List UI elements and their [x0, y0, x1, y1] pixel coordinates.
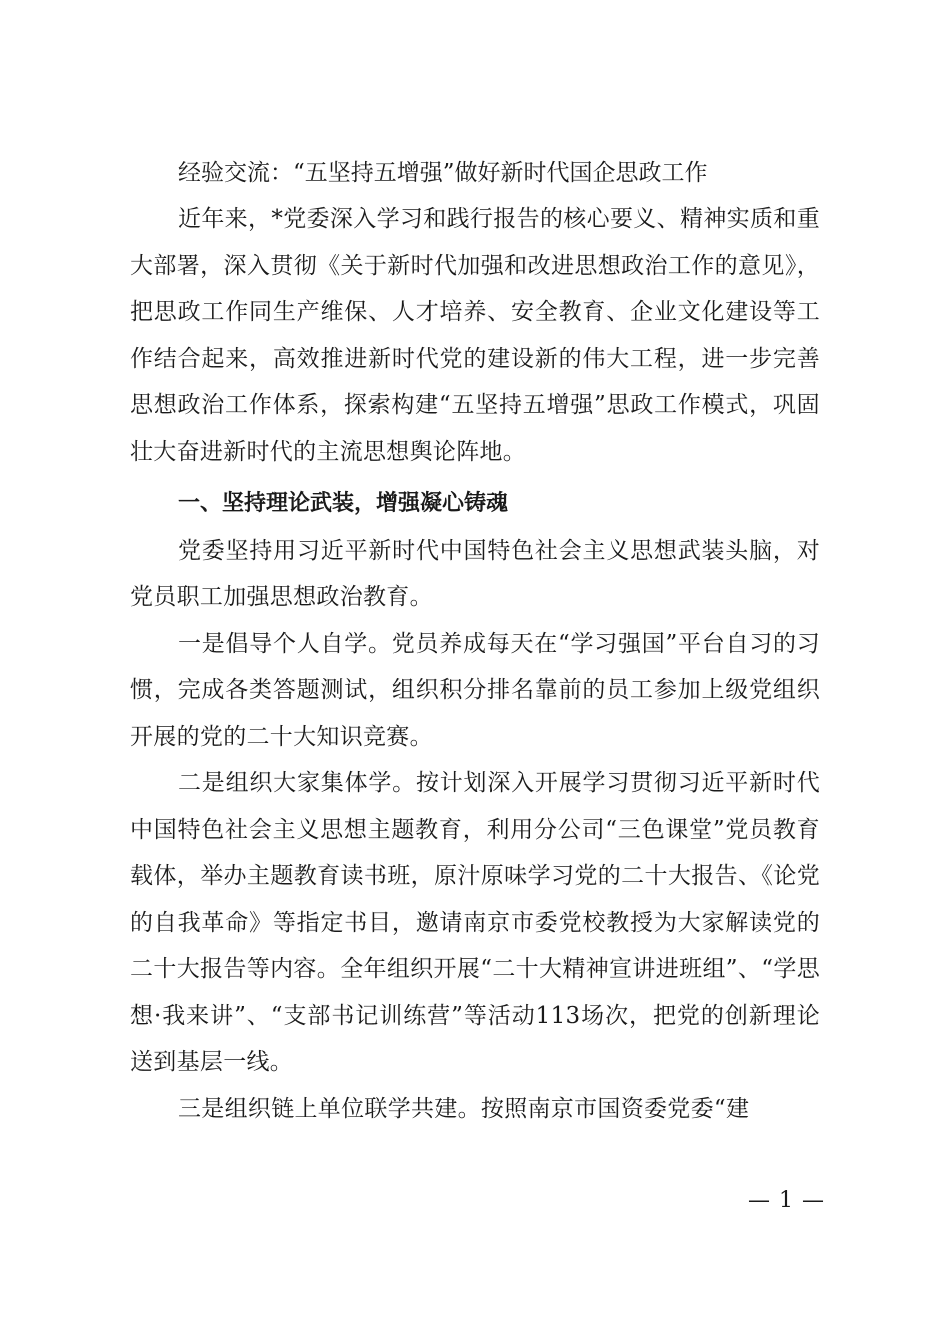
- section-heading: 一、坚持理论武装，增强凝心铸魂: [178, 491, 509, 516]
- section-lead-paragraph: 党委坚持用习近平新时代中国特色社会主义思想武装头脑，对党员职工加强思想政治教育。: [130, 537, 820, 610]
- item-paragraph-3: 三是组织链上单位联学共建。按照南京市国资委党委“建: [178, 1095, 750, 1122]
- page-number: — 1 —: [748, 1188, 825, 1213]
- intro-paragraph: 近年来，*党委深入学习和践行报告的核心要义、精神实质和重大部署，深入贯彻《关于新时代加强和改进思想政治工作的意见》，把思政工作同生产维保、人才培养、安全教育、企业文化建设等工作结合起来，高效推进新时代党的建设新的伟大工程，进一步完善思想政治工作体系，探索构建“五坚持五增强”思政工作模式，巩固壮大奋进新时代的主流思想舆论阵地。: [130, 206, 820, 465]
- item-paragraph-1: 一是倡导个人自学。党员养成每天在“学习强国”平台自习的习惯，完成各类答题测试，组织积分排名靠前的员工参加上级党组织开展的党的二十大知识竞赛。: [130, 630, 820, 750]
- item-paragraph-2: 二是组织大家集体学。按计划深入开展学习贯彻习近平新时代中国特色社会主义思想主题教育，利用分公司“三色课堂”党员教育载体，举办主题教育读书班，原汁原味学习党的二十大报告、《论党的自我革命》等指定书目，邀请南京市委党校教授为大家解读党的二十大报告等内容。全年组织开展“二十大精神宣讲进班组”、“学思想·我来讲”、“支部书记训练营”等活动113场次，把党的创新理论送到基层一线。: [130, 770, 820, 1075]
- document-body: [130, 150, 820, 1132]
- document-title: 经验交流：“五坚持五增强”做好新时代国企思政工作: [178, 160, 708, 186]
